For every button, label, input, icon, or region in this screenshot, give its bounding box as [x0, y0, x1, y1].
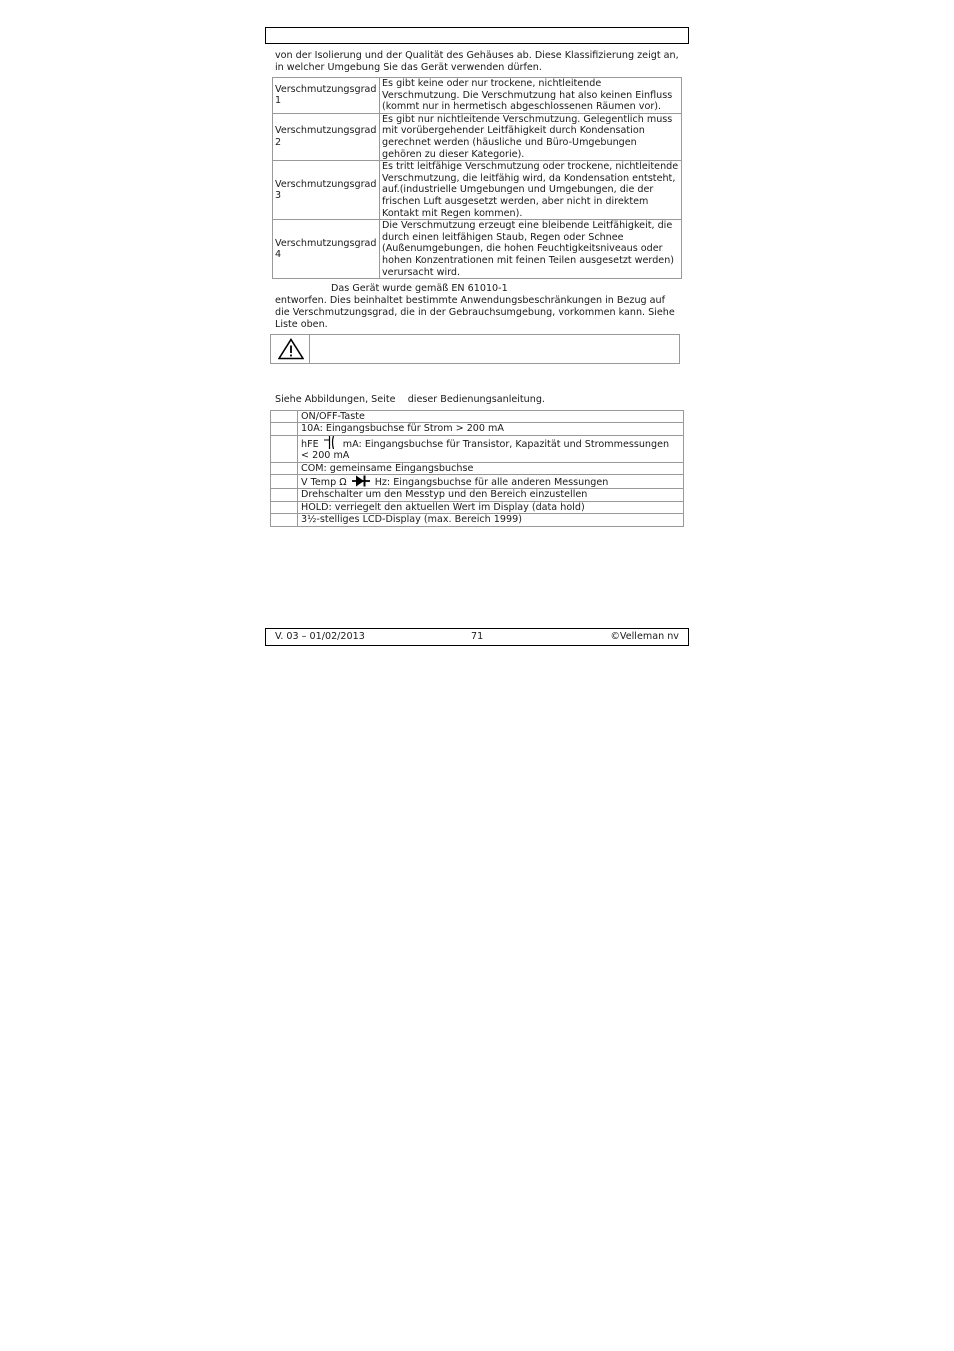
feature-hfe-input — [298, 435, 684, 462]
feature-number-cell — [271, 462, 298, 474]
feature-number-cell — [271, 435, 298, 462]
table-row — [273, 113, 682, 160]
feature-number-cell — [271, 411, 298, 423]
table-row — [271, 514, 684, 526]
standard-note-rest: entworfen. Dies beinhaltet bestimmte Anwendungsbeschränkungen in Bezug auf die Verschmutzungsgrad, die in der Gebrauchsumgebung, vorkommen kann. Siehe Liste oben. — [275, 295, 675, 330]
pollution-description: Es gibt keine oder nur trockene, nichtleitende Verschmutzung. Die Verschmutzung hat also keinen Einfluss (kommt nur in hermetisch abgeschlossenen Räumen vor). — [380, 78, 682, 114]
feature-number-cell — [271, 423, 298, 435]
hfe-prefix: hFE — [301, 438, 319, 450]
standard-note — [275, 283, 680, 331]
pollution-label: Verschmutzungsgrad 3 — [273, 161, 380, 220]
pollution-label: Verschmutzungsgrad 4 — [273, 220, 380, 279]
pollution-description: Die Verschmutzung erzeugt eine bleibende Leitfähigkeit, die durch einen leitfähigen Staub, Regen oder Schnee (Außenumgebungen, die hohen Feuchtigkeitsniveaus oder hohen Konzentrationen mit feinen Teilen ausgesetzt werden) verursacht wird. — [380, 220, 682, 279]
table-row — [271, 435, 684, 462]
pollution-degree-table — [272, 77, 682, 279]
feature-number-cell — [271, 475, 298, 489]
intro-paragraph: von der Isolierung und der Qualität des Gehäuses ab. Diese Klassifizierung zeigt an, in welcher Umgebung Sie das Gerät verwenden dürfen. — [275, 50, 679, 73]
pollution-label: Verschmutzungsgrad 1 — [273, 78, 380, 114]
table-row — [273, 78, 682, 114]
feature-rotary-switch: Drehschalter um den Messtyp und den Bereich einzustellen — [298, 489, 684, 501]
standard-note-first-line: Das Gerät wurde gemäß EN 61010-1 — [331, 283, 508, 294]
feature-number-cell — [271, 489, 298, 501]
feature-number-cell — [271, 501, 298, 513]
diode-icon — [352, 475, 370, 487]
warning-icon-cell — [271, 335, 310, 363]
v-prefix: V Temp Ω — [301, 477, 347, 489]
feature-10a-input: 10A: Eingangsbuchse für Strom > 200 mA — [298, 423, 684, 435]
feature-number-cell — [271, 514, 298, 526]
feature-com-input: COM: gemeinsame Eingangsbuchse — [298, 462, 684, 474]
table-row — [271, 411, 684, 423]
footer-page-number: 71 — [471, 631, 484, 642]
feature-table — [270, 410, 684, 527]
footer-copyright: ©Velleman nv — [610, 631, 679, 642]
table-row — [271, 462, 684, 474]
footer-version: V. 03 – 01/02/2013 — [275, 631, 365, 642]
pollution-description: Es gibt nur nichtleitende Verschmutzung. Gelegentlich muss mit vorübergehender Leitfähigkeit durch Kondensation gerechnet werden (häusliche und Büro-Umgebungen gehören zu dieser Kategorie). — [380, 113, 682, 160]
feature-v-input — [298, 475, 684, 489]
table-row — [271, 423, 684, 435]
pollution-description: Es tritt leitfähige Verschmutzung oder trockene, nichtleitende Verschmutzung, die leitfähig wird, da Kondensation entsteht, auf.(industrielle Umgebungen und Umgebungen, die der frischen Luft ausgesetzt werden, aber nicht in direktem Kontakt mit Regen kommen). — [380, 161, 682, 220]
feature-on-off: ON/OFF-Taste — [298, 411, 684, 423]
warning-triangle-icon — [278, 338, 304, 360]
page-footer — [265, 628, 689, 646]
v-suffix: Hz: Eingangsbuchse für alle anderen Messungen — [374, 477, 609, 489]
table-row — [273, 220, 682, 279]
see-figures-text: Siehe Abbildungen, Seite dieser Bedienungsanleitung. — [275, 394, 545, 405]
feature-lcd: 3½-stelliges LCD-Display (max. Bereich 1999) — [298, 514, 684, 526]
table-row — [271, 475, 684, 489]
feature-hold: HOLD: verriegelt den aktuellen Wert im Display (data hold) — [298, 501, 684, 513]
table-row — [273, 161, 682, 220]
capacitor-icon — [324, 436, 338, 449]
warning-box — [270, 334, 680, 364]
hfe-suffix: mA: Eingangsbuchse für Transistor, Kapazität und Strommessungen < 200 mA — [301, 438, 670, 462]
table-row — [271, 501, 684, 513]
table-row — [271, 489, 684, 501]
page-header-box — [265, 27, 689, 44]
pollution-label: Verschmutzungsgrad 2 — [273, 113, 380, 160]
